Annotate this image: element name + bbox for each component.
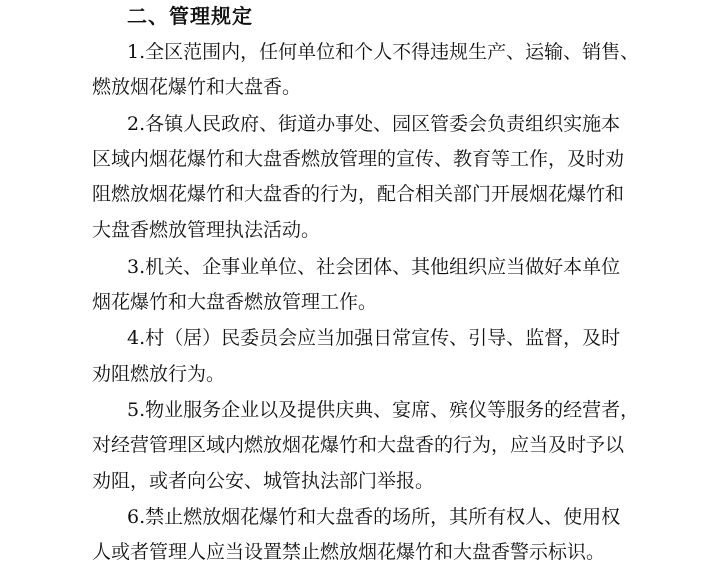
paragraph-1-line-2: 燃放烟花爆竹和大盘香。 <box>92 76 302 98</box>
paragraph-5-line-1: 5.物业服务企业以及提供庆典、宴席、殡仪等服务的经营者， <box>127 399 640 421</box>
paragraph-3-line-1: 3.机关、企事业单位、社会团体、其他组织应当做好本单位 <box>127 256 621 278</box>
paragraph-2-line-2: 区域内烟花爆竹和大盘香燃放管理的宣传、教育等工作，及时劝 <box>92 148 625 170</box>
paragraph-5-line-2: 对经营管理区域内燃放烟花爆竹和大盘香的行为，应当及时予以 <box>92 434 625 456</box>
paragraph-1-line-1: 1.全区范围内，任何单位和个人不得违规生产、运输、销售、 <box>127 41 640 63</box>
paragraph-5-line-3: 劝阻，或者向公安、城管执法部门举报。 <box>92 470 435 492</box>
paragraph-2-line-1: 2.各镇人民政府、街道办事处、园区管委会负责组织实施本 <box>127 113 621 135</box>
paragraph-6-line-2: 人或者管理人应当设置禁止燃放烟花爆竹和大盘香警示标识。 <box>92 541 606 563</box>
paragraph-6-line-1: 6.禁止燃放烟花爆竹和大盘香的场所，其所有权人、使用权 <box>127 506 621 528</box>
paragraph-2-line-3: 阻燃放烟花爆竹和大盘香的行为，配合相关部门开展烟花爆竹和 <box>92 183 625 205</box>
section-heading: 二、管理规定 <box>127 4 253 28</box>
paragraph-4-line-1: 4.村（居）民委员会应当加强日常宣传、引导、监督，及时 <box>127 327 621 349</box>
paragraph-3-line-2: 烟花爆竹和大盘香燃放管理工作。 <box>92 291 378 313</box>
paragraph-2-line-4: 大盘香燃放管理执法活动。 <box>92 219 321 241</box>
paragraph-4-line-2: 劝阻燃放行为。 <box>92 363 226 385</box>
